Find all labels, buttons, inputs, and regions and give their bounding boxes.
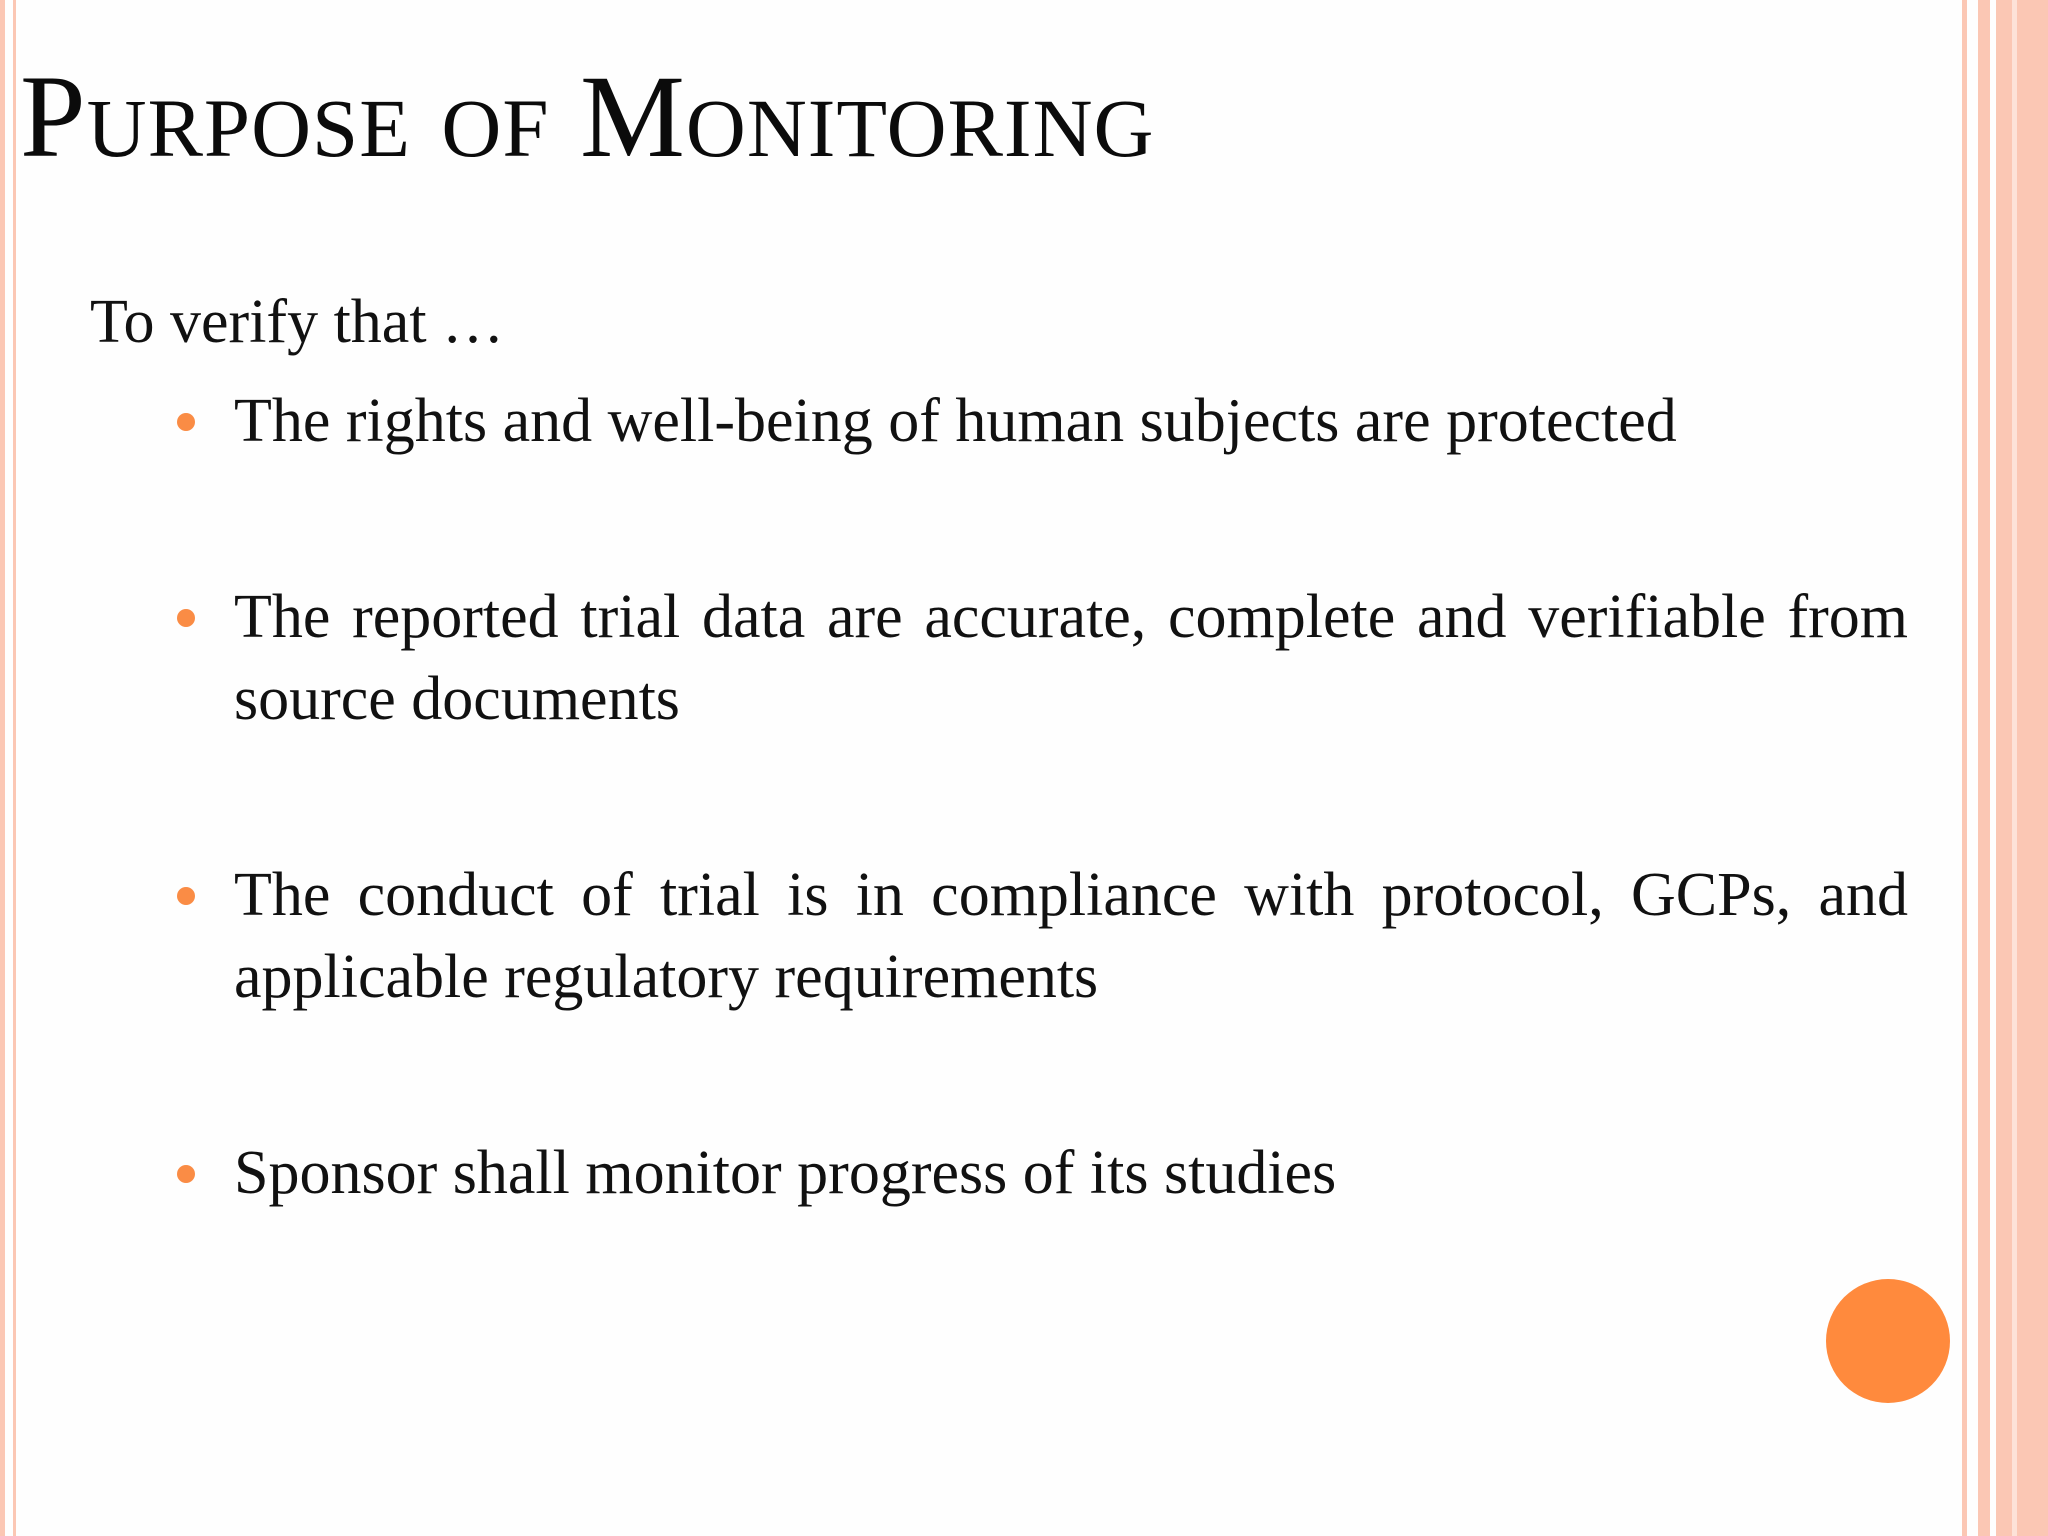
bullet-dot-icon — [177, 609, 195, 627]
slide-title: Purpose of Monitoring — [20, 51, 1155, 182]
bullet-item — [174, 854, 1908, 1018]
bullet-item — [174, 576, 1908, 740]
right-border-line — [1978, 0, 1990, 1536]
right-border-line — [2012, 0, 2017, 1536]
bullet-list — [174, 380, 1908, 1214]
bullet-text: Sponsor shall monitor progress of its studies — [234, 1139, 1337, 1207]
decorative-circle-icon — [1826, 1279, 1950, 1403]
bullet-dot-icon — [177, 1165, 195, 1183]
right-border-band — [1996, 0, 2048, 1536]
bullet-dot-icon — [177, 413, 195, 431]
right-border-line — [1962, 0, 1967, 1536]
bullet-text: The rights and well-being of human subjects are protected — [234, 387, 1677, 455]
bullet-text: The reported trial data are accurate, complete and verifiable from source documents — [234, 583, 1908, 733]
bullet-item — [174, 380, 1908, 462]
bullet-dot-icon — [177, 887, 195, 905]
left-border-line — [0, 0, 5, 1536]
bullet-item — [174, 1132, 1908, 1214]
intro-text: To verify that … — [90, 288, 505, 356]
bullet-text: The conduct of trial is in compliance with protocol, GCPs, and applicable regulatory requirements — [234, 861, 1908, 1011]
left-border-line — [13, 0, 16, 1536]
